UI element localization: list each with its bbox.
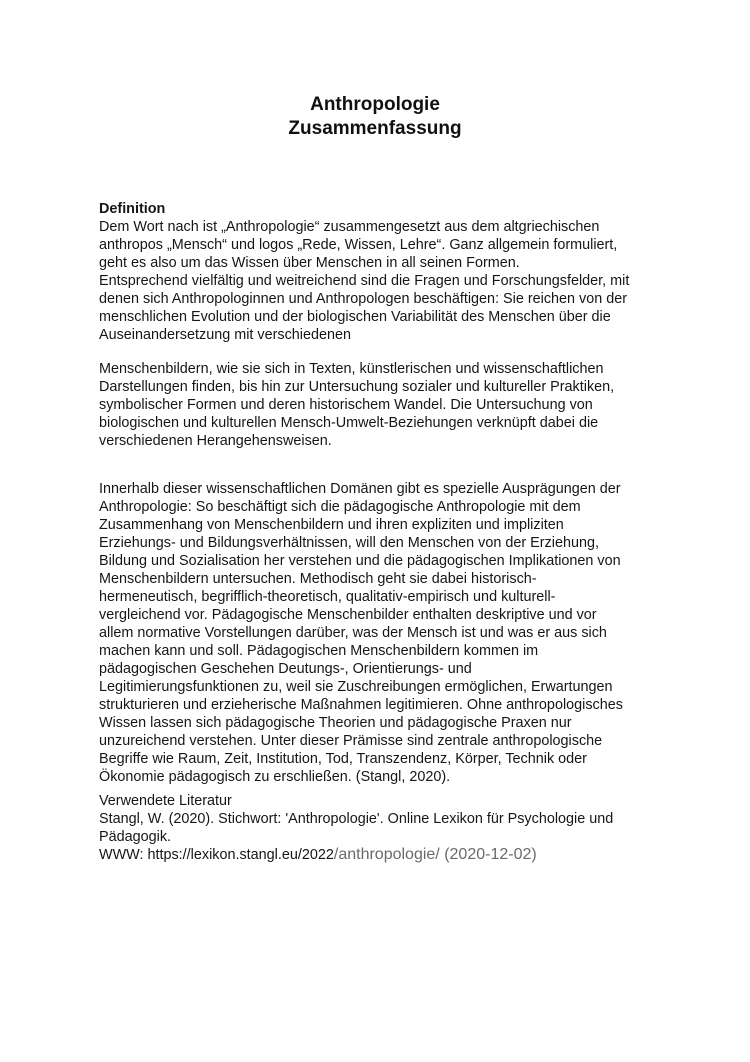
paragraph-line: vergleichend vor. Pädagogische Menschenbilder enthalten deskriptive und vor	[99, 607, 597, 623]
paragraph-line: Zusammenhang von Menschenbildern und ihren expliziten und impliziten	[99, 517, 564, 533]
paragraph-line: hermeneutisch, begrifflich-theoretisch, qualitativ-empirisch und kulturell-	[99, 589, 556, 605]
paragraph-line: Erziehungs- und Bildungsverhältnissen, will den Menschen von der Erziehung,	[99, 535, 599, 551]
paragraph-line: Legitimierungsfunktionen zu, weil sie Zuschreibungen ermöglichen, Erwartungen	[99, 679, 613, 695]
paragraph-line: denen sich Anthropologinnen und Anthropologen beschäftigen: Sie reichen von der	[99, 291, 628, 307]
paragraph-line: Anthropologie: So beschäftigt sich die pädagogische Anthropologie mit dem	[99, 499, 581, 515]
paragraph-line: menschlichen Evolution und der biologischen Variabilität des Menschen über die	[99, 309, 611, 325]
www-reference[interactable]	[99, 846, 659, 864]
document-title-line-1: Anthropologie	[310, 94, 440, 115]
paragraph-line: Bildung und Sozialisation her verstehen und die pädagogischen Implikationen von	[99, 553, 621, 569]
paragraph-line: Ökonomie pädagogisch zu erschließen. (Stangl, 2020).	[99, 769, 451, 785]
citation-line: Pädagogik.	[99, 829, 172, 845]
paragraph-line: symbolischer Formen und deren historischem Wandel. Die Untersuchung von	[99, 397, 593, 413]
definition-heading: Definition	[99, 201, 166, 217]
paragraph-line: allem normative Vorstellungen darüber, was der Mensch ist und was er aus sich	[99, 625, 607, 641]
paragraph-2	[99, 360, 659, 450]
paragraph-line: verschiedenen Herangehensweisen.	[99, 433, 332, 449]
paragraph-line: Menschenbildern untersuchen. Methodisch geht sie dabei historisch-	[99, 571, 537, 587]
www-url-suffix: /anthropologie/ (2020-12-02)	[333, 846, 537, 863]
paragraph-3	[99, 480, 659, 786]
paragraph-line: machen kann und soll. Pädagogischen Menschenbildern kommen im	[99, 643, 539, 659]
paragraph-line: anthropos „Mensch“ und logos „Rede, Wissen, Lehre“. Ganz allgemein formuliert,	[99, 237, 618, 253]
references-section	[99, 792, 659, 864]
paragraph-line: Innerhalb dieser wissenschaftlichen Domänen gibt es spezielle Ausprägungen der	[99, 481, 621, 497]
paragraph-line: Entsprechend vielfältig und weitreichend sind die Fragen und Forschungsfelder, mit	[99, 273, 630, 289]
paragraph-line: Menschenbildern, wie sie sich in Texten, künstlerischen und wissenschaftlichen	[99, 361, 604, 377]
document-title-line-2: Zusammenfassung	[288, 118, 462, 139]
paragraph-line: unzureichend verstehen. Unter dieser Prämisse sind zentrale anthropologische	[99, 733, 603, 749]
paragraph-line: geht es also um das Wissen über Menschen in all seinen Formen.	[99, 255, 520, 271]
paragraph-line: pädagogischen Geschehen Deutungs-, Orientierungs- und	[99, 661, 472, 677]
paragraph-line: Wissen lassen sich pädagogische Theorien und pädagogische Praxen nur	[99, 715, 572, 731]
paragraph-line: Auseinandersetzung mit verschiedenen	[99, 327, 351, 343]
paragraph-line: Begriffe wie Raum, Zeit, Institution, Tod, Transzendenz, Körper, Technik oder	[99, 751, 587, 767]
paragraph-line: Darstellungen finden, bis hin zur Untersuchung sozialer und kultureller Praktiken,	[99, 379, 615, 395]
paragraph-line: Dem Wort nach ist „Anthropologie“ zusammengesetzt aus dem altgriechischen	[99, 219, 600, 235]
paragraph-line: strukturieren und erzieherische Maßnahmen legitimieren. Ohne anthropologisches	[99, 697, 623, 713]
www-url-prefix: WWW: https://lexikon.stangl.eu/2022	[99, 847, 334, 863]
paragraph-line: biologischen und kulturellen Mensch-Umwelt-Beziehungen verknüpft dabei die	[99, 415, 599, 431]
references-heading: Verwendete Literatur	[99, 793, 232, 809]
definition-section	[99, 200, 659, 344]
citation-line: Stangl, W. (2020). Stichwort: 'Anthropologie'. Online Lexikon für Psychologie und	[99, 811, 614, 827]
